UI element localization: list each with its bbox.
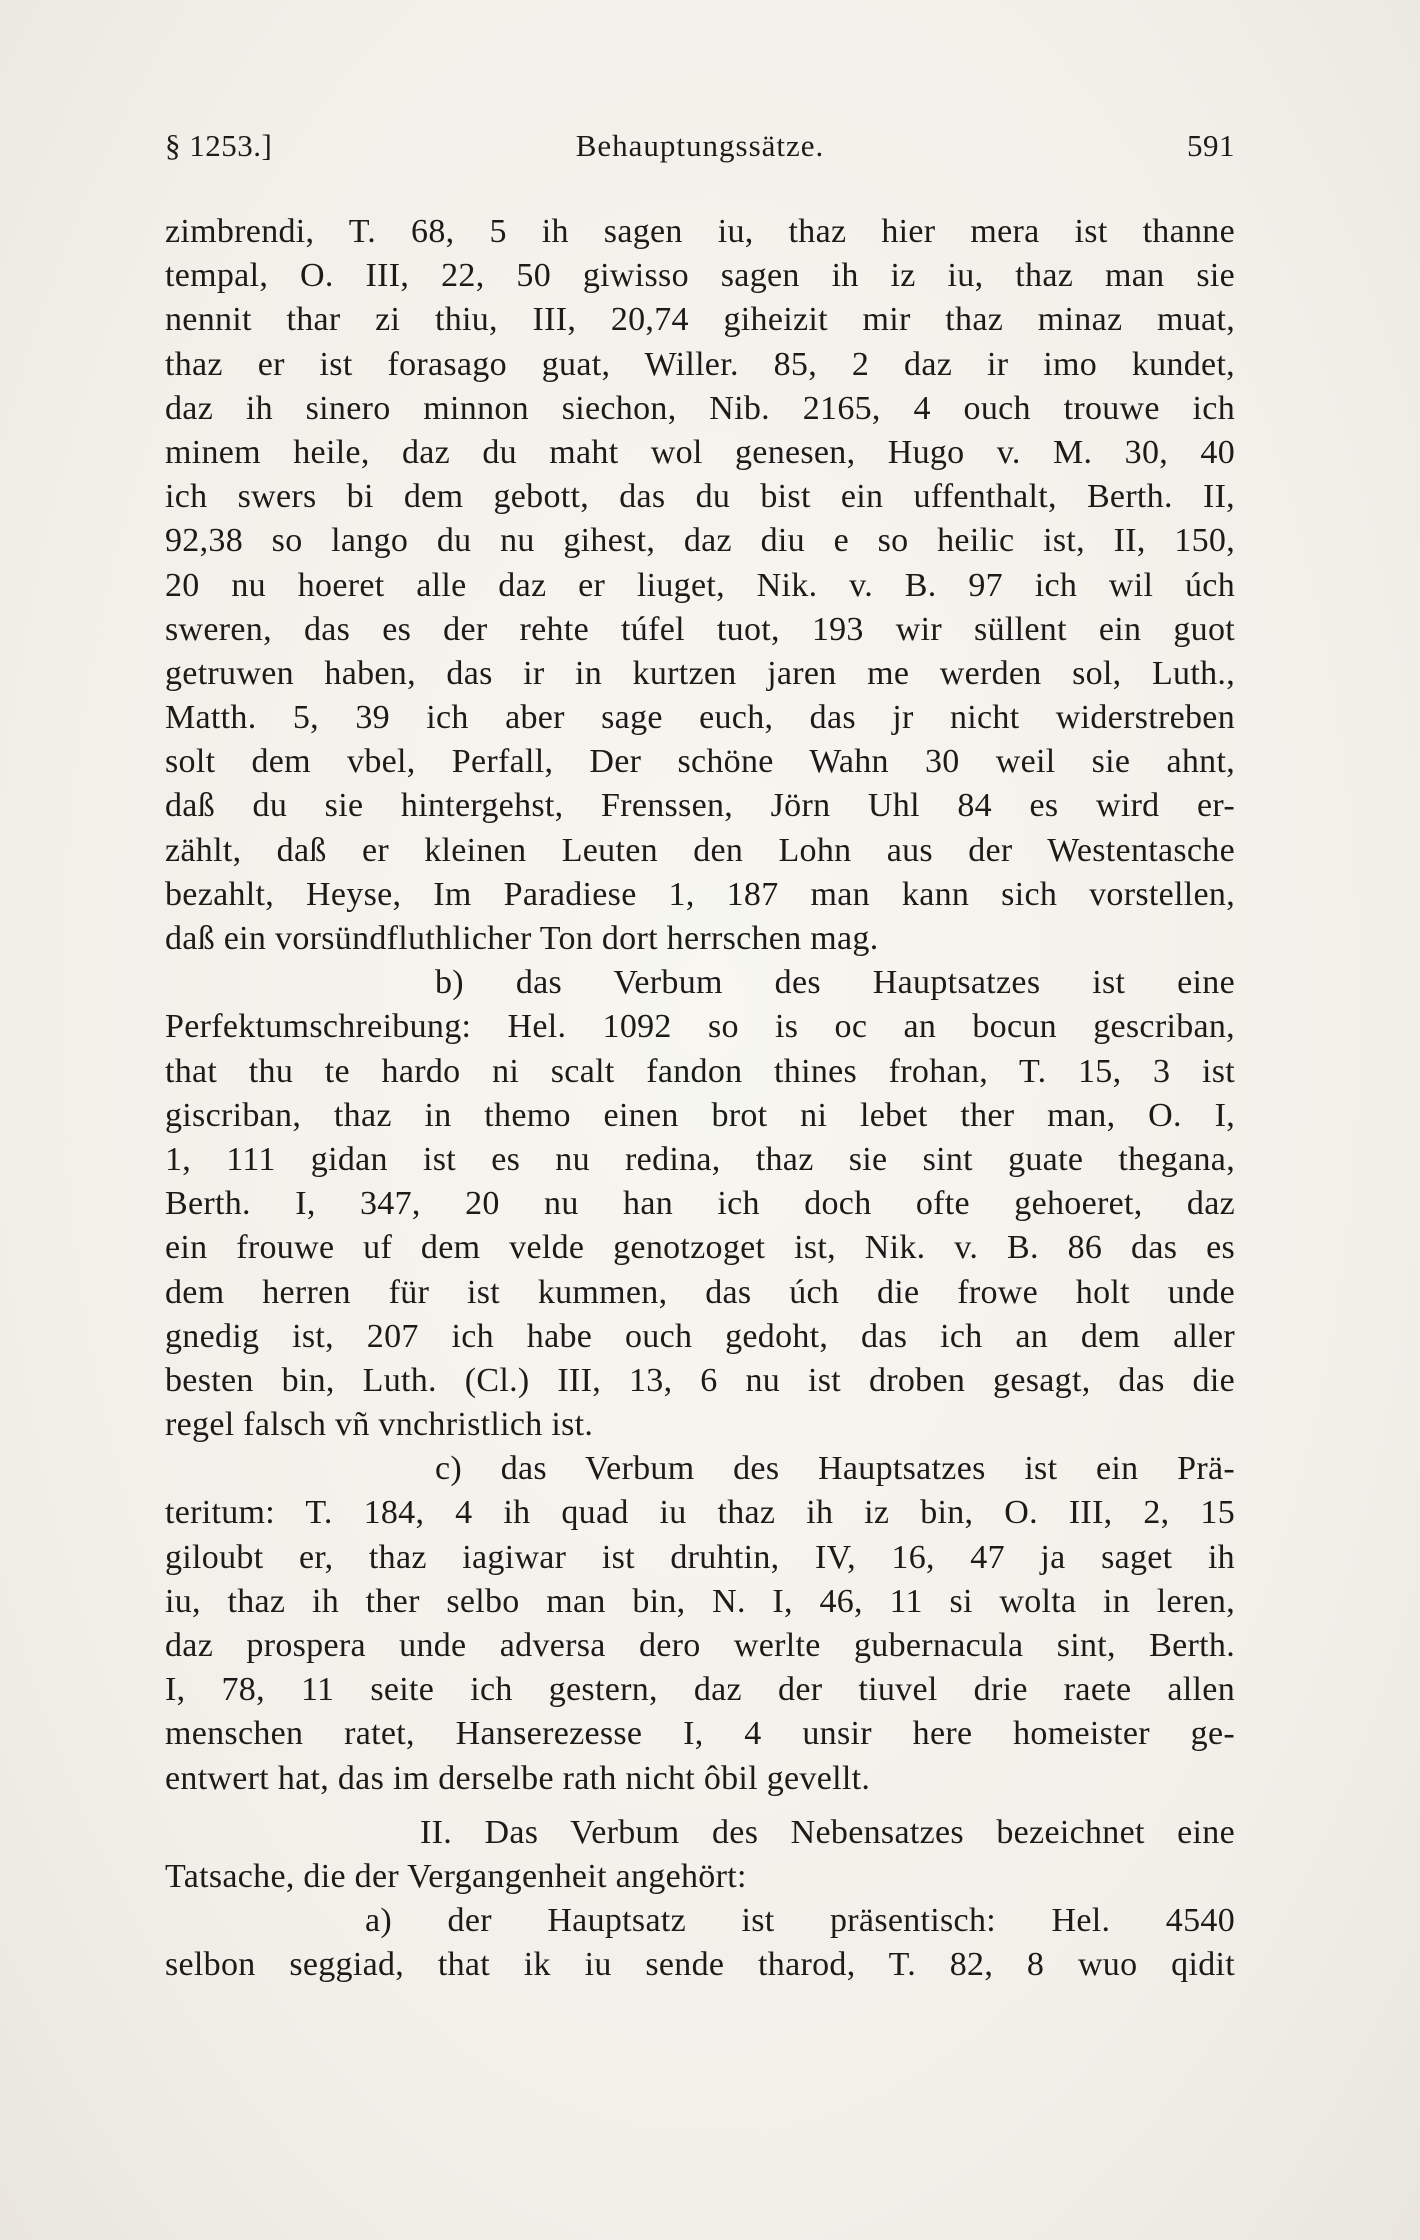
text-line: getruwen haben, das ir in kurtzen jaren me werden sol, Luth., (165, 654, 1235, 692)
text-line: regel falsch vñ vnchristlich ist. (165, 1406, 594, 1444)
text-line: sweren, das es der rehte túfel tuot, 193 wir süllent ein guot (165, 610, 1235, 648)
text-line: Matth. 5, 39 ich aber sage euch, das jr nicht widerstreben (165, 699, 1235, 737)
subsection-heading-a: a) der Hauptsatz ist präsentisch: Hel. 4540 (365, 1902, 1235, 1940)
text-line: daß ein vorsündfluthlicher Ton dort herrschen mag. (165, 920, 879, 957)
text-line: daz ih sinero minnon siechon, Nib. 2165, 4 ouch trouwe ich (165, 389, 1235, 427)
subsection-heading-b: b) das Verbum des Hauptsatzes ist eine (435, 964, 1235, 1002)
text-line: zählt, daß er kleinen Leuten den Lohn aus der Westentasche (165, 831, 1235, 869)
text-line: iu, thaz ih ther selbo man bin, N. I, 46, 11 si wolta in leren, (165, 1582, 1235, 1620)
text-line: bezahlt, Heyse, Im Paradiese 1, 187 man kann sich vorstellen, (165, 875, 1235, 913)
subsection-heading-c: c) das Verbum des Hauptsatzes ist ein Prä- (435, 1450, 1235, 1488)
text-line: gnedig ist, 207 ich habe ouch gedoht, das ich an dem aller (165, 1317, 1235, 1355)
text-line: zimbrendi, T. 68, 5 ih sagen iu, thaz hier mera ist thanne (165, 213, 1235, 250)
body-text (165, 210, 1235, 1988)
text-line: 20 nu hoeret alle daz er liuget, Nik. v. B. 97 ich wil úch (165, 566, 1235, 604)
text-line: I, 78, 11 seite ich gestern, daz der tiuvel drie raete allen (165, 1671, 1235, 1709)
running-title: Behauptungssätze. (575, 128, 825, 163)
text-line: selbon seggiad, that ik iu sende tharod, T. 82, 8 wuo qidit (165, 1946, 1235, 1984)
text-line: that thu te hardo ni scalt fandon thines frohan, T. 15, 3 ist (165, 1052, 1235, 1090)
text-line: 1, 111 gidan ist es nu redina, thaz sie sint guate thegana, (165, 1140, 1235, 1178)
text-line: minem heile, daz du maht wol genesen, Hugo v. M. 30, 40 (165, 433, 1235, 471)
text-line: menschen ratet, Hanserezesse I, 4 unsir here homeister ge- (165, 1715, 1235, 1753)
text-line: thaz er ist forasago guat, Willer. 85, 2 daz ir imo kundet, (165, 345, 1235, 383)
text-line: entwert hat, das im derselbe rath nicht ôbil gevellt. (165, 1759, 871, 1797)
text-line: 92,38 so lango du nu gihest, daz diu e so heilic ist, II, 150, (165, 522, 1235, 560)
text-line: dem herren für ist kummen, das úch die frowe holt unde (165, 1273, 1235, 1311)
text-line: giscriban, thaz in themo einen brot ni lebet ther man, O. I, (165, 1096, 1235, 1134)
text-line: Tatsache, die der Vergangenheit angehört: (165, 1857, 747, 1895)
running-head (165, 128, 1235, 168)
text-line: giloubt er, thaz iagiwar ist druhtin, IV, 16, 47 ja saget ih (165, 1538, 1235, 1576)
section-heading-ii: II. Das Verbum des Nebensatzes bezeichnet eine (420, 1813, 1235, 1851)
text-line: besten bin, Luth. (Cl.) III, 13, 6 nu ist droben gesagt, das die (165, 1361, 1235, 1399)
text-line: Perfektumschreibung: Hel. 1092 so is oc an bocun gescriban, (165, 1008, 1235, 1046)
text-line: ich swers bi dem gebott, das du bist ein uffenthalt, Berth. II, (165, 478, 1235, 516)
text-line: tempal, O. III, 22, 50 giwisso sagen ih iz iu, thaz man sie (165, 257, 1235, 295)
text-line: daz prospera unde adversa dero werlte gubernacula sint, Berth. (165, 1627, 1235, 1664)
text-line: solt dem vbel, Perfall, Der schöne Wahn 30 weil sie ahnt, (165, 743, 1235, 781)
text-line: teritum: T. 184, 4 ih quad iu thaz ih iz bin, O. III, 2, 15 (165, 1494, 1235, 1532)
text-line: daß du sie hintergehst, Frenssen, Jörn Uhl 84 es wird er- (165, 787, 1235, 825)
text-line: Berth. I, 347, 20 nu han ich doch ofte gehoeret, daz (165, 1185, 1235, 1223)
section-reference: § 1253.] (165, 128, 273, 163)
text-line: nennit thar zi thiu, III, 20,74 giheizit mir thaz minaz muat, (165, 301, 1235, 339)
text-line: ein frouwe uf dem velde genotzoget ist, Nik. v. B. 86 das es (165, 1229, 1235, 1267)
page-number: 591 (1187, 128, 1235, 163)
